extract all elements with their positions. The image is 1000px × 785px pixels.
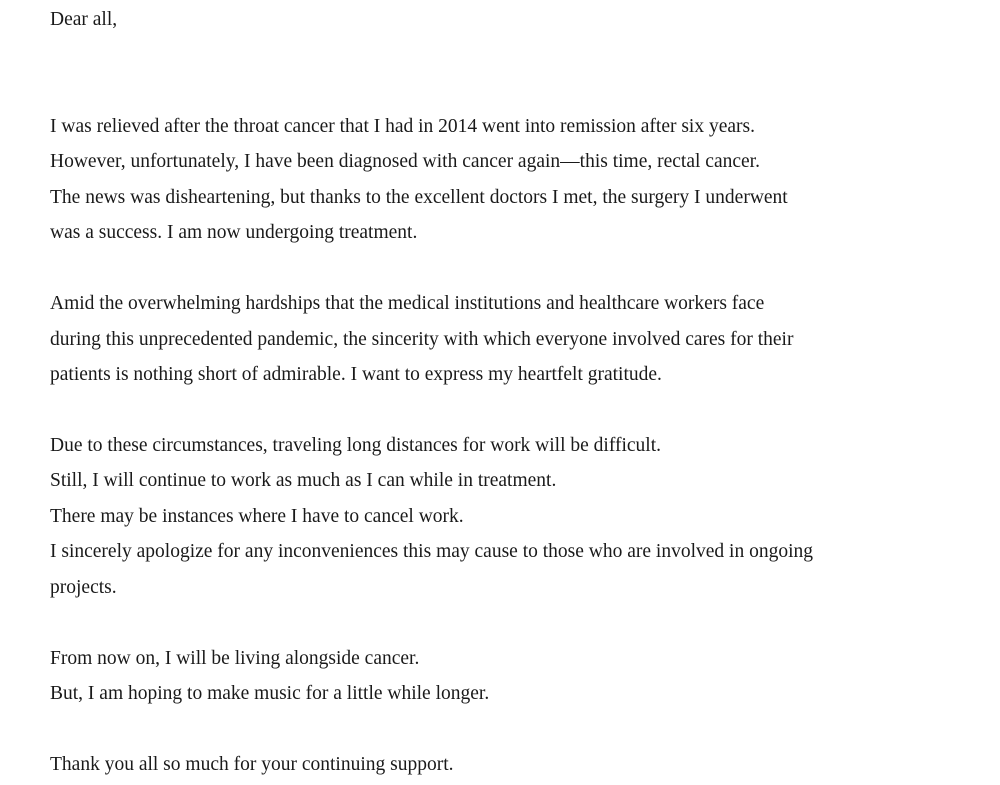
paragraph-line: patients is nothing short of admirable. I want to express my heartfelt gratitude. [50,364,662,385]
paragraph-line: projects. [50,577,117,598]
paragraph-line: Amid the overwhelming hardships that the medical institutions and healthcare workers face [50,293,765,314]
paragraph-line: was a success. I am now undergoing treatment. [50,222,418,243]
greeting: Dear all, [50,9,118,30]
paragraph-line: From now on, I will be living alongside cancer. [50,648,420,669]
paragraph-line: Still, I will continue to work as much as I can while in treatment. [50,470,557,491]
closing-line: Thank you all so much for your continuing support. [50,754,454,775]
paragraph-line: The news was disheartening, but thanks to the excellent doctors I met, the surgery I underwent [50,187,788,208]
paragraph-line: However, unfortunately, I have been diagnosed with cancer again—this time, rectal cancer. [50,151,760,172]
paragraph-line: Due to these circumstances, traveling long distances for work will be difficult. [50,435,662,456]
paragraph-line: during this unprecedented pandemic, the sincerity with which everyone involved cares for their [50,329,794,350]
paragraph-line: I was relieved after the throat cancer that I had in 2014 went into remission after six years. [50,116,755,137]
paragraph-line: There may be instances where I have to cancel work. [50,506,464,527]
paragraph-line: But, I am hoping to make music for a little while longer. [50,683,490,704]
paragraph-line: I sincerely apologize for any inconveniences this may cause to those who are involved in ongoing [50,541,813,562]
